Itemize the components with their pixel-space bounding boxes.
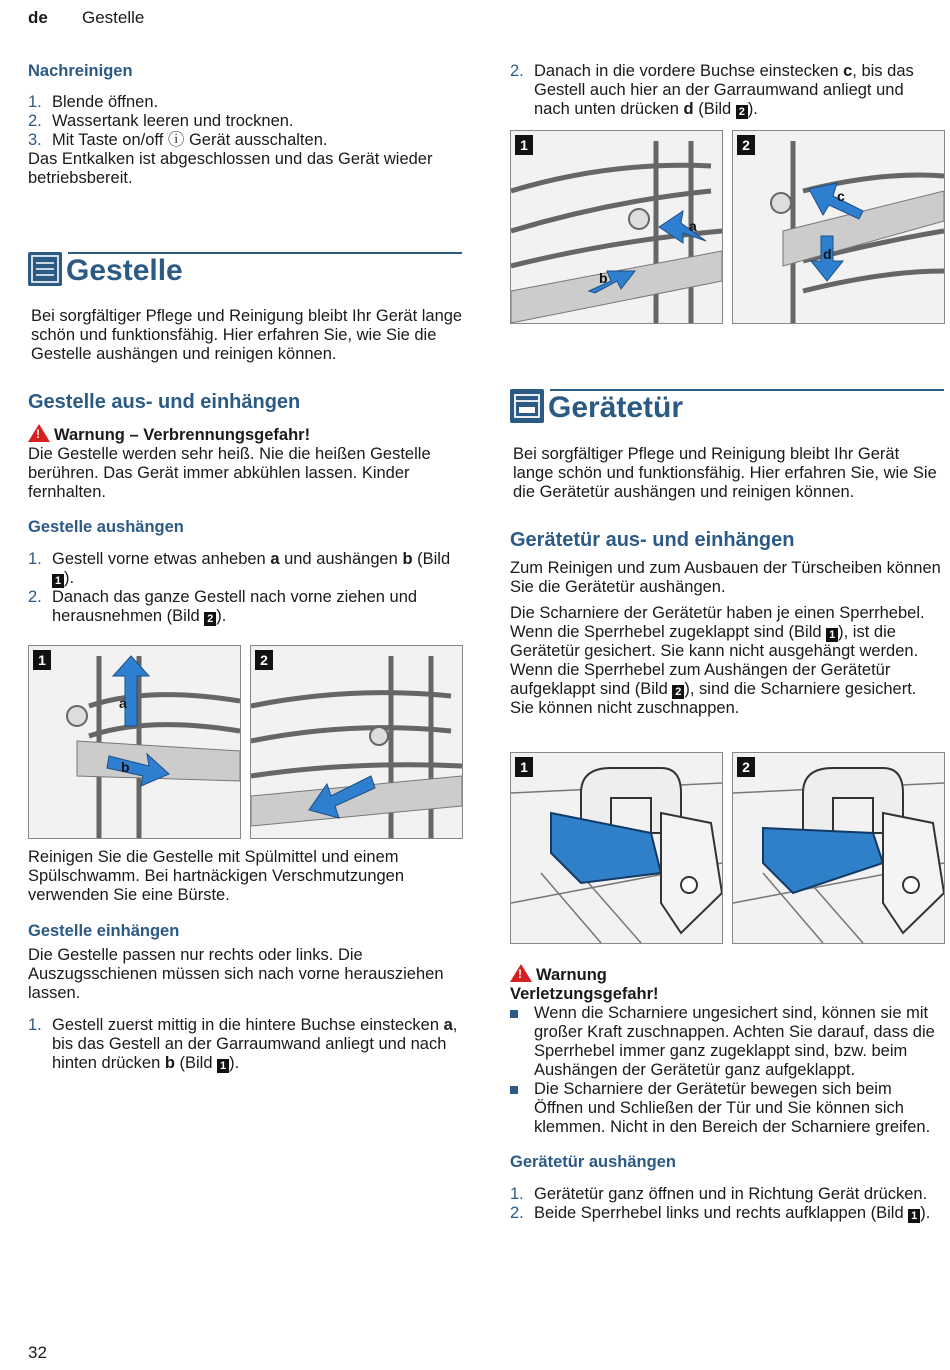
paragraph: Wenn die Sperrhebel zugeklappt sind (Bild 1 ), ist die Gerätetür gesichert. Sie kann nicht ausgehängt werden. — [510, 623, 919, 660]
list-item: 2. Beide Sperrhebel links und rechts aufklappen (Bild 1 ). — [510, 1204, 931, 1222]
figure-hinge-closed — [510, 752, 723, 944]
paragraph: Die Gestelle passen nur rechts oder links. Die Auszugsschienen müssen sich nach vorne herausziehen lassen. — [28, 946, 444, 1002]
list-item: 1. Gerätetür ganz öffnen und in Richtung Gerät drücken. — [510, 1185, 928, 1203]
warning-heading: !Warnung — [510, 964, 942, 985]
warning-icon — [28, 424, 50, 442]
warning-heading: !Warnung – Verbrennungsgefahr! — [28, 424, 463, 445]
figure-number: 2 — [255, 650, 273, 670]
figure-number: 1 — [33, 650, 51, 670]
section-title-text: Gerätetür — [548, 391, 684, 424]
subsection-heading: Gerätetür aus- und einhängen — [510, 529, 795, 551]
nachreinigen-block — [28, 62, 463, 188]
figure-ref: 1 — [908, 1209, 920, 1223]
paragraph: Das Entkalken ist abgeschlossen und das Gerät wieder betriebsbereit. — [28, 150, 433, 187]
paragraph: Die Scharniere der Gerätetür haben je einen Sperrhebel. — [510, 604, 925, 622]
subsection-heading: Gestelle aus- und einhängen — [28, 391, 301, 413]
figure-number: 1 — [515, 757, 533, 777]
section-title-geraetetuer — [510, 389, 944, 429]
list-item: Die Scharniere der Gerätetür bewegen sich beim Öffnen und Schließen der Tür und Sie können sich klemmen. Nicht in den Bereich der Scharniere greifen. — [510, 1080, 942, 1137]
section-title-text: Gestelle — [66, 254, 183, 287]
figure-rack-remove — [250, 645, 463, 839]
figure-ref: 2 — [204, 612, 216, 626]
warning-icon — [510, 964, 532, 982]
nachreinigen-title: Nachreinigen — [28, 62, 133, 80]
arrow-label-a: a — [119, 695, 127, 711]
list-item: 1. Gestell zuerst mittig in die hintere Buchse einstecken a, bis das Gestell an der Garraumwand anliegt und nach hinten drücken b (Bild 1 ). — [28, 1016, 458, 1072]
figure-hinge-open — [732, 752, 945, 944]
list-item: 2. Wassertank leeren und trocknen. — [28, 112, 294, 130]
list-item: 1. Blende öffnen. — [28, 93, 159, 111]
door-icon — [510, 389, 544, 423]
paragraph: Reinigen Sie die Gestelle mit Spülmittel und einem Spülschwamm. Bei hartnäckigen Verschmutzungen verwenden Sie eine Bürste. — [28, 848, 405, 904]
list-item: 1. Gestell vorne etwas anheben a und aushängen b (Bild 1 ). — [28, 550, 451, 587]
figure-number: 1 — [515, 135, 533, 155]
figure-rack-lift — [28, 645, 241, 839]
language-code: de — [28, 8, 48, 27]
gestelle-block — [28, 307, 463, 626]
paragraph: Bei sorgfältiger Pflege und Reinigung bleibt Ihr Gerät lange schön und funktionsfähig. Hier erfahren Sie, wie Sie die Gestelle aushängen und reinigen können. — [31, 307, 463, 363]
paragraph: Zum Reinigen und zum Ausbauen der Türscheiben können Sie die Gerätetür aushängen. — [510, 559, 941, 596]
arrow-label-c: c — [837, 188, 845, 204]
geraetetuer-block-2 — [510, 964, 942, 1223]
geraetetuer-block — [510, 445, 942, 718]
rack-icon — [28, 252, 62, 286]
subheading: Gestelle einhängen — [28, 922, 180, 940]
right-step-block — [510, 62, 942, 119]
arrow-label-d: d — [823, 246, 832, 262]
figure-ref: 1 — [217, 1059, 229, 1073]
list-item: Wenn die Scharniere ungesichert sind, können sie mit großer Kraft zuschnappen. Achten Sie darauf, dass die Sperrhebel immer ganz zugeklappt sind, bzw. beim Aushängen der Gerätetür ganz aufgeklappt. — [510, 1004, 942, 1080]
arrow-label-a: a — [689, 218, 697, 234]
figure-ref: 1 — [52, 574, 64, 588]
list-item: 2. Danach das ganze Gestell nach vorne ziehen und herausnehmen (Bild 2 ). — [28, 588, 418, 625]
subheading: Gestelle aushängen — [28, 518, 184, 536]
warning-title: Verletzungsgefahr! — [510, 985, 659, 1003]
figure-ref: 2 — [736, 105, 748, 119]
list-item: 3. Mit Taste on/off ⓘ Gerät ausschalten. — [28, 131, 328, 149]
subheading: Gerätetür aushängen — [510, 1153, 676, 1171]
list-item: 2. Danach in die vordere Buchse einstecken c, bis das Gestell auch hier an der Garraumwand anliegt und nach unten drücken d (Bild 2 ). — [510, 62, 914, 118]
paragraph: Bei sorgfältiger Pflege und Reinigung bleibt Ihr Gerät lange schön und funktionsfähig. Hier erfahren Sie, wie Sie die Gerätetür aushängen und reinigen können. — [513, 445, 937, 501]
figure-number: 2 — [737, 135, 755, 155]
figure-rack-insert-rear — [510, 130, 723, 324]
figure-ref: 2 — [672, 685, 684, 699]
figure-ref: 1 — [826, 628, 838, 642]
section-title-gestelle — [28, 252, 462, 292]
figure-rack-insert-front — [732, 130, 945, 324]
gestelle-block-2 — [28, 848, 463, 1073]
warning-text: Die Gestelle werden sehr heiß. Nie die heißen Gestelle berühren. Das Gerät immer abkühlen lassen. Kinder fernhalten. — [28, 445, 431, 501]
arrow-label-b: b — [121, 759, 130, 775]
page-number: 32 — [28, 1343, 47, 1362]
paragraph: Wenn die Sperrhebel zum Aushängen der Gerätetür aufgeklappt sind (Bild 2 ), sind die Scharniere gesichert. Sie können nicht zuschnappen. — [510, 661, 917, 717]
figure-number: 2 — [737, 757, 755, 777]
arrow-label-b: b — [599, 270, 608, 286]
header-section: Gestelle — [82, 8, 145, 27]
